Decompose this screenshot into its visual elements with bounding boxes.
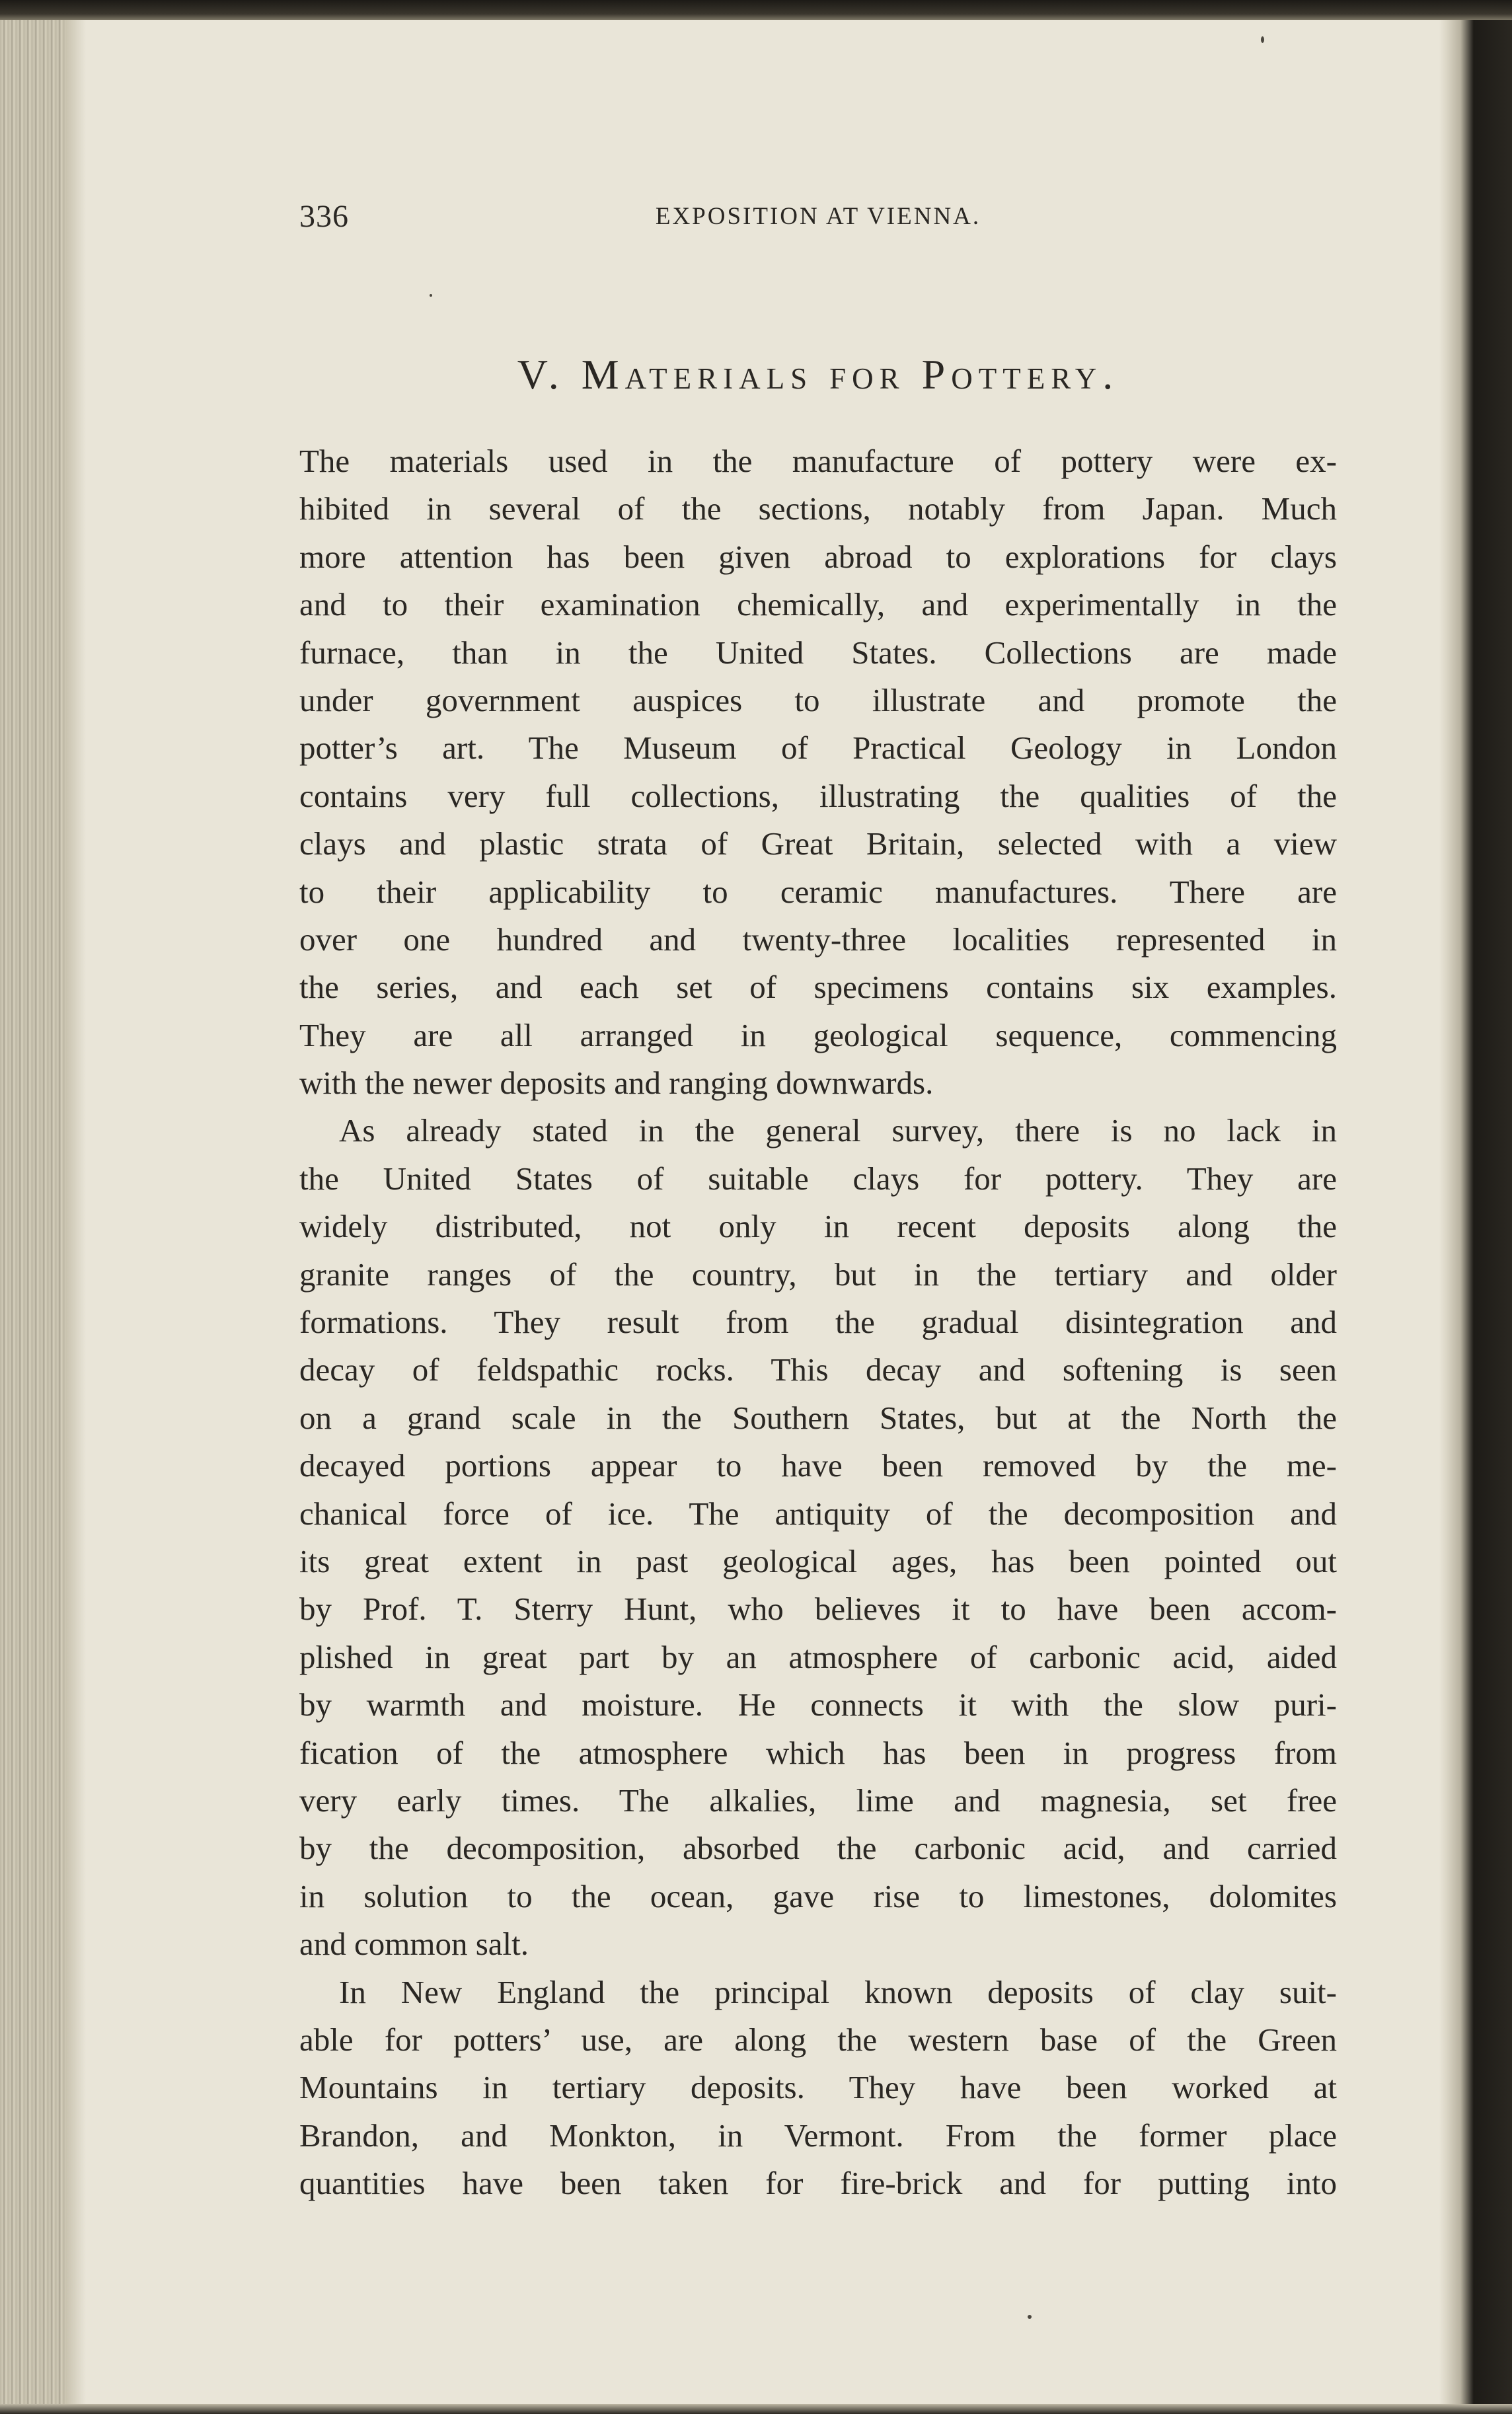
text-line: in solution to the ocean, gave rise to limestones, dolomites	[299, 1877, 1337, 1914]
ink-speck	[1261, 36, 1264, 43]
text-line: plished in great part by an atmosphere of carbonic acid, aided	[299, 1638, 1337, 1675]
text-line: on a grand scale in the Southern States, but at the North the	[299, 1399, 1337, 1436]
text-line: able for potters’ use, are along the western base of the Green	[299, 2021, 1337, 2058]
paragraph-1	[299, 437, 1337, 1107]
text-line: under government auspices to illustrate and promote the	[299, 681, 1337, 718]
running-title: EXPOSITION AT VIENNA.	[655, 203, 981, 230]
text-line: quantities have been taken for fire-brick and for putting into	[299, 2165, 1337, 2202]
text-line: with the newer deposits and ranging downwards.	[299, 1065, 934, 1102]
text-line: by the decomposition, absorbed the carbonic acid, and carried	[299, 1830, 1337, 1867]
running-head	[299, 198, 1337, 238]
text-line: contains very full collections, illustrating the qualities of the	[299, 777, 1337, 814]
text-line: They are all arranged in geological sequence, commencing	[299, 1016, 1337, 1053]
text-line: potter’s art. The Museum of Practical Geology in London	[299, 730, 1337, 767]
text-line: very early times. The alkalies, lime and magnesia, set free	[299, 1782, 1337, 1819]
paragraph-3	[299, 1969, 1337, 2208]
paragraph-2	[299, 1107, 1337, 1968]
section-heading: V. Materials for Pottery.	[517, 351, 1119, 398]
text-line: decayed portions appear to have been removed by the me-	[299, 1447, 1337, 1484]
text-line: its great extent in past geological ages, has been pointed out	[299, 1542, 1337, 1579]
text-line: In New England the principal known deposits of clay suit-	[339, 1973, 1337, 2010]
text-line: granite ranges of the country, but in the tertiary and older	[299, 1256, 1337, 1293]
text-line: more attention has been given abroad to explorations for clays	[299, 538, 1337, 575]
text-line: and common salt.	[299, 1926, 529, 1963]
ink-speck	[430, 294, 432, 297]
text-line: furnace, than in the United States. Collections are made	[299, 634, 1337, 671]
text-line: hibited in several of the sections, notably from Japan. Much	[299, 490, 1337, 527]
text-line: As already stated in the general survey, there is no lack in	[339, 1112, 1337, 1149]
text-line: chanical force of ice. The antiquity of the decomposition and	[299, 1495, 1337, 1532]
text-line: by warmth and moisture. He connects it with the slow puri-	[299, 1686, 1337, 1723]
text-line: widely distributed, not only in recent deposits along the	[299, 1208, 1337, 1245]
text-line: decay of feldspathic rocks. This decay and softening is seen	[299, 1351, 1337, 1388]
text-line: The materials used in the manufacture of pottery were ex-	[299, 443, 1337, 479]
text-line: Mountains in tertiary deposits. They have been worked at	[299, 2069, 1337, 2106]
text-line: by Prof. T. Sterry Hunt, who believes it to have been accom-	[299, 1591, 1337, 1628]
text-line: to their applicability to ceramic manufactures. There are	[299, 873, 1337, 910]
ink-speck	[1028, 2315, 1032, 2319]
text-line: Brandon, and Monkton, in Vermont. From the former place	[299, 2117, 1337, 2154]
text-line: the United States of suitable clays for pottery. They are	[299, 1160, 1337, 1197]
text-line: the series, and each set of specimens contains six examples.	[299, 969, 1337, 1006]
text-line: formations. They result from the gradual disintegration and	[299, 1304, 1337, 1341]
text-line: clays and plastic strata of Great Britain, selected with a view	[299, 825, 1337, 862]
text-line: fication of the atmosphere which has been in progress from	[299, 1734, 1337, 1771]
text-line: over one hundred and twenty-three localities represented in	[299, 921, 1337, 958]
text-line: and to their examination chemically, and experimentally in the	[299, 586, 1337, 623]
page-number: 336	[299, 199, 349, 234]
body-text	[299, 437, 1337, 2207]
